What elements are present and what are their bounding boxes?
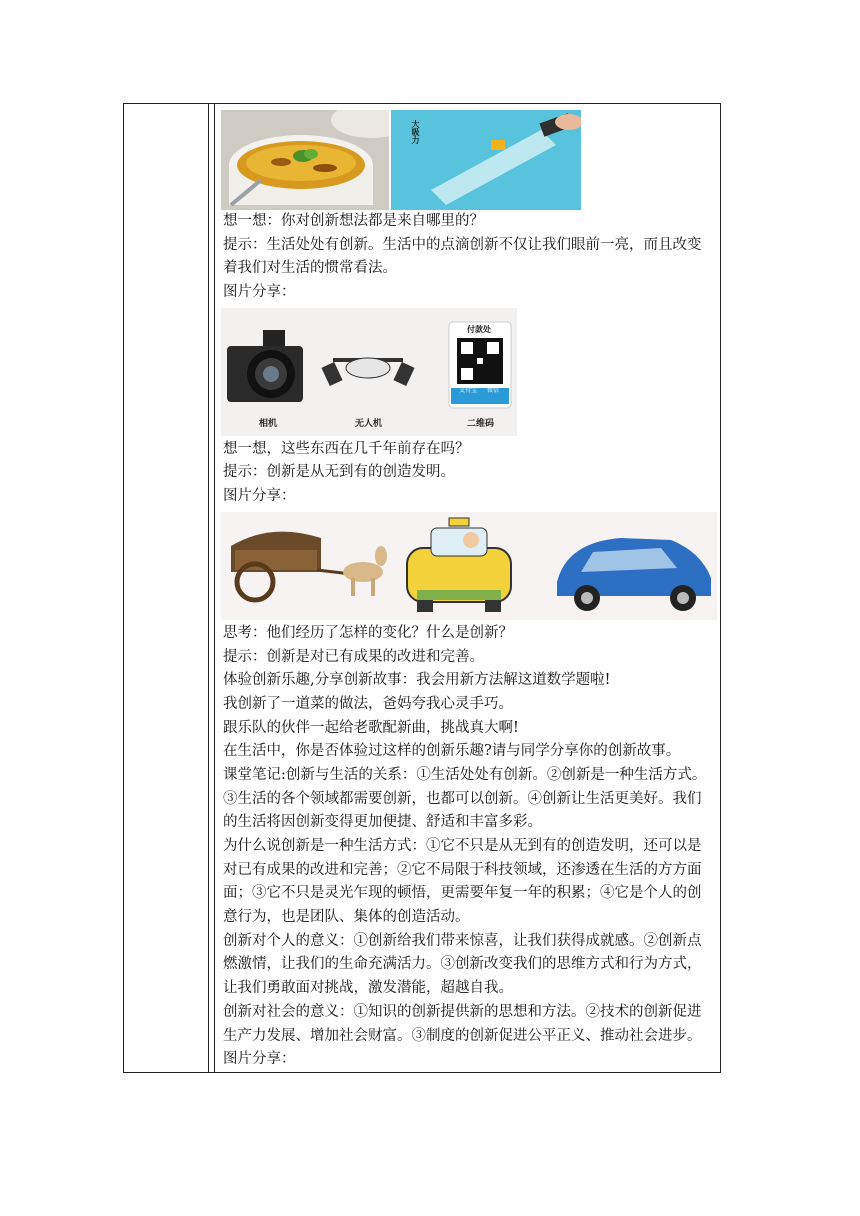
text-line: 在生活中，你是否体验过这样的创新乐趣?请与同学分享你的创新故事。: [223, 743, 681, 760]
text-line: 着我们对生活的惯常看法。: [223, 260, 397, 277]
qrcode-label: 二维码: [467, 418, 495, 429]
bottle-vacuum-photo: [391, 110, 581, 210]
text-line: 燃激情，让我们的生命充满活力。③创新改变我们的思维方式和行为方式，: [223, 956, 702, 973]
text-line: 创新对社会的意义：①知识的创新提供新的思想和方法。②技术的创新促进: [223, 1003, 702, 1020]
lesson-table: [123, 103, 721, 1073]
image-row-1: [221, 110, 581, 210]
text-line: 课堂笔记:创新与生活的关系：①生活处处有创新。②创新是一种生活方式。: [223, 766, 707, 783]
camera-label: 相机: [259, 418, 278, 429]
text-line: ③生活的各个领域都需要创新，也都可以创新。④创新让生活更美好。我们: [223, 790, 702, 807]
qr-wechat-label: 微信: [487, 386, 500, 394]
text-line: 图片分享：: [223, 488, 296, 505]
text-line: 提示：创新是从无到有的创造发明。: [223, 464, 455, 481]
text-line: 提示：生活处处有创新。生活中的点滴创新不仅让我们眼前一亮，而且改变: [223, 236, 702, 253]
content-cell: [215, 104, 721, 1073]
custard-illustration: [221, 110, 389, 210]
inventions-image: [221, 308, 517, 436]
qr-header: 付款处: [467, 323, 491, 334]
custard-photo: [221, 110, 389, 210]
text-line: 体验创新乐趣,分享创新故事：我会用新方法解这道数学题啦!: [223, 672, 611, 689]
label-column: [124, 104, 209, 1073]
text-line: 思考：他们经历了怎样的变化？什么是创新？: [223, 624, 513, 641]
text-line: 我创新了一道菜的做法，爸妈夸我心灵手巧。: [223, 695, 513, 712]
text-line: 创新对个人的意义：①创新给我们带来惊喜，让我们获得成就感。②创新点: [223, 932, 702, 949]
bottle-caption: 大吸力: [411, 120, 421, 144]
vehicles-image: [221, 512, 717, 620]
text-line: 想一想：你对创新想法都是来自哪里的？: [223, 213, 484, 229]
text-line: 图片分享：: [223, 1051, 296, 1068]
text-line: 提示：创新是对已有成果的改进和完善。: [223, 648, 484, 665]
text-line: 为什么说创新是一种生活方式：①它不只是从无到有的创造发明，还可以是: [223, 838, 702, 854]
text-line: 对已有成果的改进和完善；②它不局限于科技领域，还渗透在生活的方方面: [223, 861, 702, 878]
qr-alipay-label: 支付宝: [459, 386, 478, 394]
text-line: 面；③它不只是灵光乍现的顿悟，更需要年复一年的积累；④它是个人的创: [223, 885, 702, 902]
vehicles-illustration: [221, 512, 717, 620]
drone-label: 无人机: [355, 418, 383, 429]
text-line: 生产力发展、增加社会财富。③制度的创新促进公平正义、推动社会进步。: [223, 1027, 702, 1044]
text-line: 想一想，这些东西在几千年前存在吗？: [223, 440, 470, 457]
text-line: 的生活将因创新变得更加便捷、舒适和丰富多彩。: [223, 814, 542, 831]
text-line: 意行为，也是团队、集体的创造活动。: [223, 909, 470, 926]
text-line: 跟乐队的伙伴一起给老歌配新曲，挑战真大啊!: [223, 719, 519, 736]
text-line: 图片分享：: [223, 284, 296, 301]
text-line: 让我们勇敢面对挑战，激发潜能，超越自我。: [223, 980, 513, 997]
